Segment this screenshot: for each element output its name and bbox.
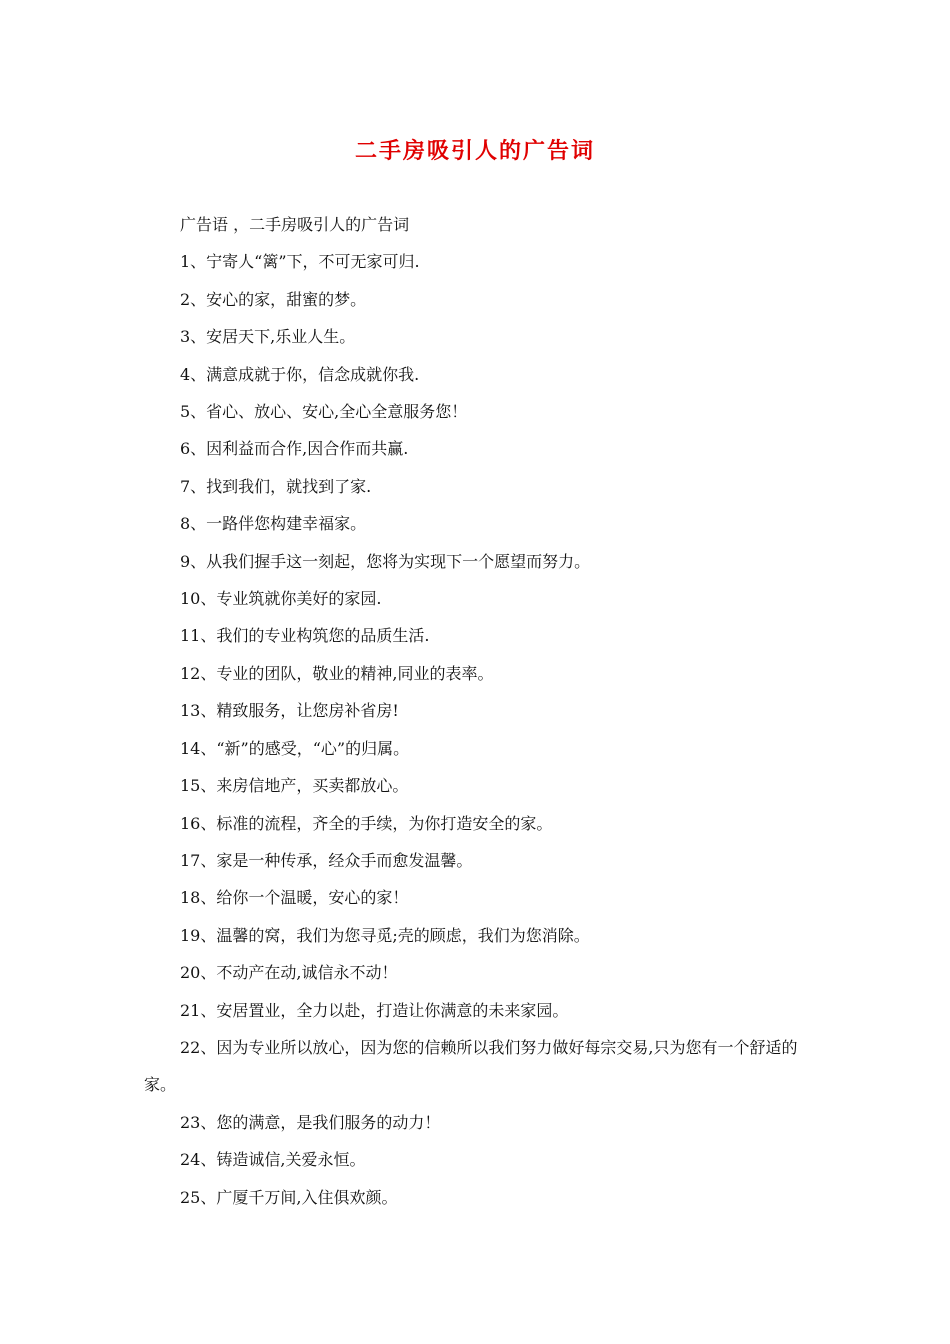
- intro-paragraph: 广告语 ，二手房吸引人的广告词: [180, 215, 410, 234]
- document-body: [144, 206, 814, 1216]
- list-item: 25、广厦千万间,入住俱欢颜。: [180, 1187, 398, 1207]
- list-item: 12、专业的团队，敬业的精神,同业的表率。: [180, 663, 494, 683]
- list-item: 8、一路伴您构建幸福家。: [180, 514, 367, 534]
- list-item: 7、找到我们，就找到了家.: [180, 476, 372, 496]
- list-item: 5、省心、放心、安心,全心全意服务您！: [180, 402, 468, 422]
- list-item: 21、安居置业，全力以赴，打造让你满意的未来家园。: [180, 1000, 569, 1020]
- list-item: 16、标准的流程，齐全的手续，为你打造安全的家。: [180, 813, 553, 833]
- list-item: 14、“新”的感受，“心”的归属。: [180, 738, 410, 758]
- list-item: 17、家是一种传承，经众手而愈发温馨。: [180, 850, 473, 870]
- list-item: 23、您的满意，是我们服务的动力！: [180, 1112, 441, 1132]
- list-item: 2、安心的家，甜蜜的梦。: [180, 289, 367, 309]
- list-item: 19、温馨的窝，我们为您寻觅;壳的顾虑，我们为您消除。: [180, 925, 590, 945]
- list-item: 24、铸造诚信,关爱永恒。: [180, 1150, 366, 1170]
- list-item: 10、专业筑就你美好的家园.: [180, 589, 382, 609]
- list-item: 6、因利益而合作,因合作而共赢.: [180, 439, 409, 459]
- list-item: 18、给你一个温暖，安心的家！: [180, 888, 409, 908]
- list-item: 1、宁寄人“篱”下，不可无家可归.: [180, 252, 420, 272]
- list-item: 3、安居天下,乐业人生。: [180, 327, 356, 347]
- list-item: 4、满意成就于你，信念成就你我.: [180, 364, 420, 384]
- list-item: 11、我们的专业构筑您的品质生活.: [180, 626, 430, 646]
- list-item: 22、因为专业所以放心，因为您的信赖所以我们努力做好每宗交易,只为您有一个舒适的家。: [144, 1037, 798, 1095]
- list-item: 15、来房信地产，买卖都放心。: [180, 776, 409, 796]
- list-item: 20、不动产在动,诚信永不动！: [180, 963, 398, 983]
- document-title: 二手房吸引人的广告词: [354, 139, 595, 164]
- list-item: 9、从我们握手这一刻起，您将为实现下一个愿望而努力。: [180, 551, 591, 571]
- list-item: 13、精致服务，让您房补省房!: [180, 701, 399, 721]
